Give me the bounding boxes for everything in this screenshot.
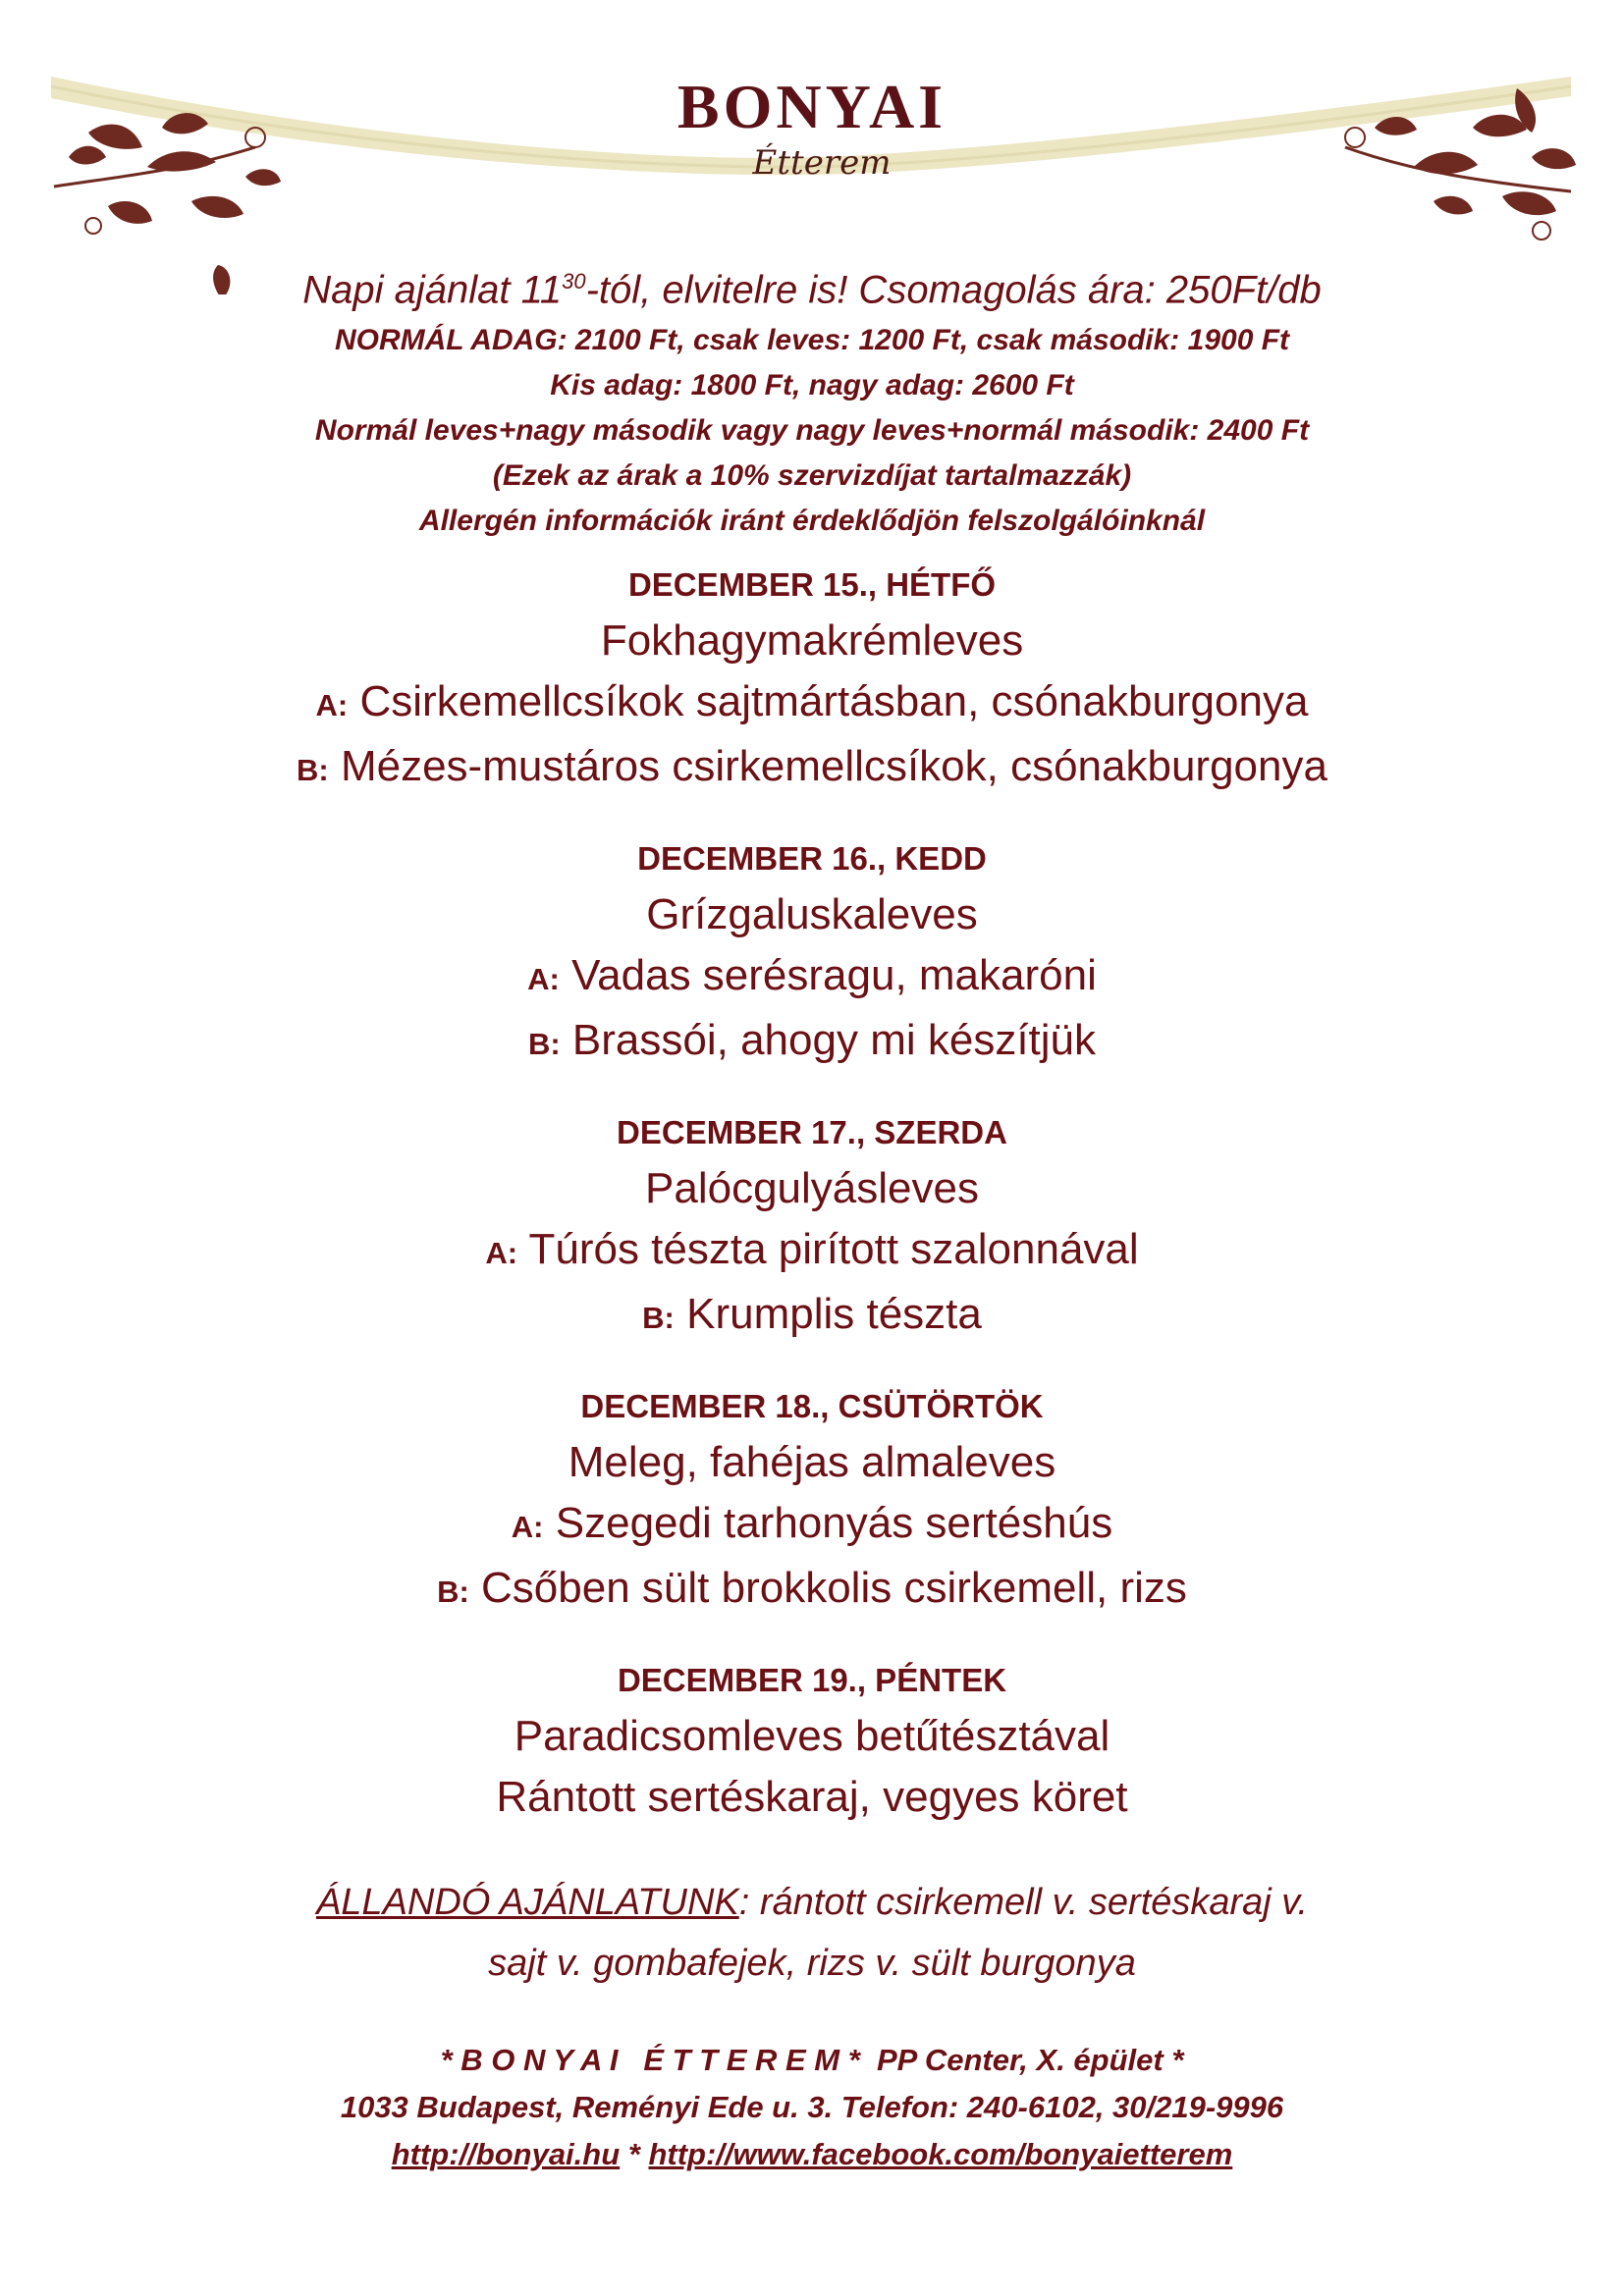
option-a: A: Szegedi tarhonyás sertéshús	[511, 1499, 1113, 1547]
option-b: B: Krumplis tészta	[642, 1290, 982, 1338]
intro-headline: Napi ajánlat $11^{30}$-tól, elvitelre is! Csomagolás ára: 250Ft/db	[302, 268, 1322, 312]
soup: Fokhagymakrémleves	[600, 616, 1024, 665]
standing-offer-text-2: sajt v. gombafejek, rizs v. sült burgonya	[488, 1943, 1136, 1984]
service-fee-note: (Ezek az árak a 10% szervizdíjat tartalmazzák)	[492, 459, 1132, 493]
option-a: A: Túrós tészta pirított szalonnával	[485, 1225, 1139, 1273]
soup: Paradicsomleves betűtésztával	[514, 1712, 1110, 1760]
price-combo: Normál leves+nagy második vagy nagy leves+normál második: 2400 Ft	[314, 414, 1310, 448]
logo-title: BONYAI	[677, 72, 947, 141]
website-link[interactable]: http://bonyai.hu	[391, 2137, 621, 2171]
day-date: DECEMBER 18., CSÜTÖRTÖK	[580, 1388, 1044, 1424]
option-b: B: Csőben sült brokkolis csirkemell, rizs	[437, 1564, 1187, 1612]
daily-menu	[0, 560, 1624, 1929]
soup: Meleg, fahéjas almaleves	[568, 1438, 1056, 1486]
price-normal: NORMÁL ADAG: 2100 Ft, csak leves: 1200 Ft, csak második: 1900 Ft	[334, 324, 1290, 357]
main-dish: Rántott sertéskaraj, vegyes köret	[496, 1773, 1128, 1821]
price-small-large: Kis adag: 1800 Ft, nagy adag: 2600 Ft	[550, 369, 1074, 402]
footer-links: http://bonyai.hu * http://www.facebook.com/bonyaietterem	[391, 2137, 1233, 2171]
day-date: DECEMBER 16., KEDD	[637, 840, 987, 877]
standing-offer-text: : rántott csirkemell v. sertéskaraj v.	[738, 1882, 1309, 1923]
day-date: DECEMBER 15., HÉTFŐ	[627, 566, 997, 603]
standing-offer-label: ÁLLANDÓ AJÁNLATUNK	[315, 1882, 739, 1923]
facebook-link[interactable]: http://www.facebook.com/bonyaietterem	[648, 2137, 1233, 2171]
option-a: A: Vadas serésragu, makaróni	[527, 951, 1097, 999]
menu-day	[0, 1107, 1624, 1381]
day-date: DECEMBER 17., SZERDA	[617, 1114, 1007, 1150]
footer-restaurant-line: * B O N Y A I É T T E R E M * PP Center, X. épület *	[440, 2043, 1184, 2077]
option-b: B: Mézes-mustáros csirkemellcsíkok, csónakburgonya	[297, 742, 1327, 790]
soup: Grízgaluskaleves	[646, 890, 978, 938]
footer-address-line: 1033 Budapest, Reményi Ede u. 3. Telefon: 240-6102, 30/219-9996	[340, 2090, 1284, 2124]
option-a: A: Csirkemellcsíkok sajtmártásban, csónakburgonya	[315, 677, 1309, 725]
allergen-note: Allergén információk iránt érdeklődjön felszolgálóinknál	[418, 505, 1206, 538]
logo-subtitle: Étterem	[752, 143, 892, 183]
header	[0, 0, 1624, 294]
menu-day	[0, 833, 1624, 1107]
day-date: DECEMBER 19., PÉNTEK	[617, 1662, 1007, 1698]
intro-block	[0, 253, 1624, 544]
soup: Palócgulyásleves	[645, 1164, 979, 1212]
menu-day	[0, 560, 1624, 833]
standing-offer	[0, 1872, 1624, 1994]
option-b: B: Brassói, ahogy mi készítjük	[527, 1016, 1097, 1064]
menu-day	[0, 1381, 1624, 1655]
footer	[0, 2037, 1624, 2178]
